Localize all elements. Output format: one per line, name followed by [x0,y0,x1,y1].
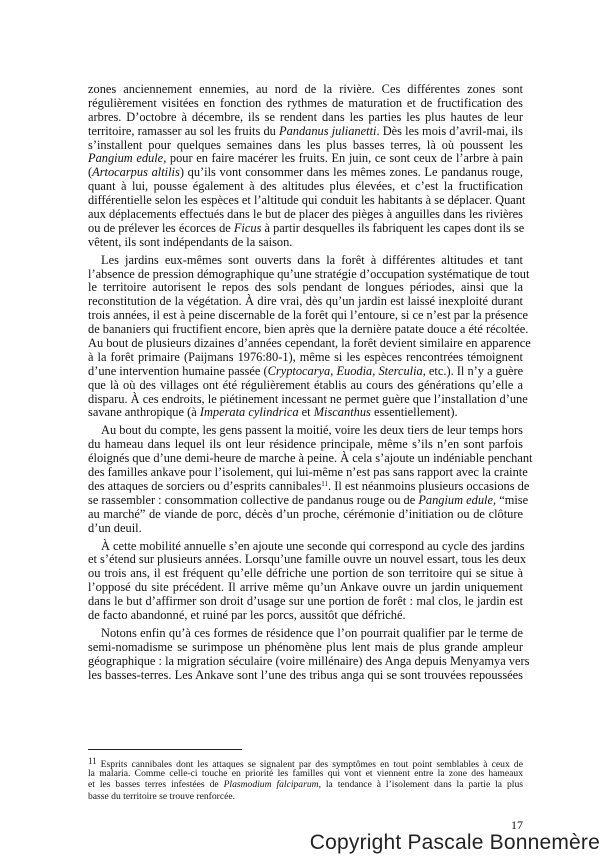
text-segment: l’absence de pression démographique qu’une stratégie d’occupation systématique de tout [88,266,530,281]
text-line [88,336,531,351]
paragraph [88,82,526,250]
text-segment: au marché” de viande de porc, décès d’un proche, cérémonie d’initiation ou de clôture [88,506,523,521]
text-line [88,465,528,480]
italic-text: Artocarpus altilis [92,165,180,180]
paragraph [88,625,530,683]
text-segment: , pour en faire macérer les fruits. En juin, ce sont ceux de l’arbre à pain [163,151,524,166]
text-segment: quant à lui, pousse également à des altitudes plus élevées, et c’est la fructification [88,179,523,194]
copyright-watermark: Copyright Pascale Bonnemère [309,831,600,854]
text-segment: dans le but d’affirmer son droit d’usage sur une portion de forêt : mal clos, le jardin est [88,594,523,609]
text-segment: des attaques de sorciers ou d’esprits cannibales [88,478,322,493]
text-line [88,152,523,166]
text-line [88,379,523,393]
text-segment: savane anthropique (à [88,405,200,420]
text-line [88,125,523,139]
text-line [88,567,523,581]
italic-text: Miscanthus [313,405,371,420]
text-segment: que là où des villages ont été régulièrement établis au cours des générations qu’elle a [88,377,523,392]
text-segment: ( [88,165,93,180]
text-line [88,322,529,337]
text-line [88,609,523,623]
text-segment: , “mise [493,492,529,507]
paragraph [88,538,527,623]
text-segment: , la tendance à l’isolement dans la partie la plus [318,779,523,791]
text-segment: géographique : la migration séculaire (voire millénaire) des Anga depuis Menyamya vers [88,653,530,668]
text-line [88,266,530,282]
body-text [88,82,533,686]
text-line [88,756,523,768]
text-segment: Au bout de plusieurs dizaines d’années cependant, la forêt devient similaire en apparence [88,336,531,351]
text-segment: , etc.). Il n’y a guère [422,363,524,378]
footnote-separator [88,749,242,750]
text-segment: s’installent pour quelques semaines dans les plus basses terres, là où poussent les [88,137,523,152]
text-segment: éloignés que d’une demi-heure de marche à peine. À cela s’ajoute un indéniable penchant [88,451,533,466]
text-line [88,308,529,323]
text-line [88,166,523,180]
text-segment: aux déplacements effectués dans le but de placer des pièges à anguilles dans les rivières [88,207,523,222]
paragraph [88,423,533,535]
italic-text: Pandanus julianetti [279,123,377,138]
text-line [88,492,529,508]
page-number: 17 [511,818,523,832]
text-segment: Esprits cannibales dont les attaques se signalent par des symptômes en tout point semblables à ceux de [100,759,523,770]
text-segment: le territoire autorisent le repos des sols pendant de longues périodes, ainsi que la [88,280,523,295]
text-line [88,540,523,554]
text-segment: d’un deuil. [88,520,142,535]
text-segment: la malaria. Comme celle-ci touche en priorité les familles qui vont et viennent entre la zone des hameaux [88,767,523,779]
text-segment: territoire, ramasser au sol les fruits du [88,123,279,138]
text-segment: à la forêt primaire (Paijmans 1976:80-1), même si les espèces rencontrées témoignent [88,349,523,364]
text-line [88,581,523,595]
text-line [88,365,523,379]
text-line [88,478,530,494]
text-segment: à partir desquelles ils fabriquent les capes dont ils se [261,220,525,235]
text-segment: ou trois ans, il est fréquent qu’elle défriche une portion de son territoire qui se situe à [88,566,523,581]
text-segment: ) qu’ils vont consommer dans les mêmes zones. Le pandanus rouge, [179,165,523,180]
text-segment: À cette mobilité annuelle s’en ajoute une seconde qui correspond au cycle des jardins [101,538,525,553]
italic-text: Pangium edule [88,151,164,166]
text-segment: disparu. À ces endroits, le piétinement incessant ne permet guère que l’installation d’une [88,391,528,406]
italic-text: Plasmodium falciparum [223,779,319,791]
text-segment: reconstitution de la végétation. À dire vrai, dès qu’un jardin est laissé inexploité durant [88,294,523,309]
text-segment: , [330,363,337,378]
text-segment: Notons enfin qu’à ces formes de résidence que l’on pourrait qualifier par le terme de [101,625,523,640]
text-segment: l’opposé du site précédent. Il arrive même qu’un Ankave ouvre un jardin uniquement [88,580,523,595]
text-line [88,97,523,111]
text-segment: d’une intervention humaine passée ( [88,363,268,378]
text-line [88,254,523,268]
text-line [88,653,530,669]
text-line [88,111,523,125]
italic-text: Euodia [336,363,373,378]
text-segment: différentielle selon les espèces et l’altitude qui conduit les habitants à se déplacer. Quant [88,193,526,208]
text-line [88,768,523,780]
text-line [88,222,523,236]
text-line [88,508,523,522]
italic-text: Sterculia [378,363,423,378]
text-line [88,779,523,791]
text-segment: semi-nomadisme se surimpose un phénomène plus lent mais de plus grande ampleur [88,639,523,654]
text-segment: se rassembler : consommation collective de pandanus rouge ou de [88,492,419,507]
text-line [88,351,523,365]
text-segment: basse du territoire se trouve renforcée. [88,790,236,802]
text-line [88,180,523,194]
italic-text: Imperata cylindrica [199,405,299,420]
text-line [88,669,523,683]
text-segment: . Dès les mois d’avril-mai, ils [376,123,523,138]
text-segment: et [298,405,314,420]
text-line [88,391,528,407]
text-segment: trois années, il est à peine discernable de la forêt qui l’entoure, si ce n’est par la présence [88,308,529,323]
text-line [88,552,527,567]
italic-text: Cryptocarya [267,363,331,378]
text-segment: Au bout du compte, les gens passent la moitié, voire les deux tiers de leur temps hors [101,423,523,438]
text-segment: des familles ankave pour l’isolement, qui lui-même n’est pas sans rapport avec la crainte [88,465,528,480]
text-segment: . Il est néanmoins plusieurs occasions de [328,478,530,493]
italic-text: Ficus [233,220,262,235]
text-line [88,438,523,452]
text-segment: zones anciennement ennemies, au nord de la rivière. Ces différentes zones sont [88,82,523,96]
text-line [88,139,523,153]
text-line [88,791,523,803]
text-line [88,522,523,536]
text-segment: arbres. D’octobre à décembre, ils se rendent dans les parties les plus hautes de leur [88,109,523,124]
text-segment: les basses-terres. Les Ankave sont l’une des tribus anga qui se sont trouvées repoussées [88,667,523,682]
paragraph [88,252,531,421]
text-segment: essentiellement). [370,405,458,420]
footnote [88,756,523,802]
text-line [88,424,523,438]
text-segment: , [372,363,379,378]
text-line [88,193,526,208]
text-line [88,451,533,466]
text-segment: de bananiers qui fructifient encore, bien après que la dernière patate douce a été récoltée. [88,322,529,337]
text-segment: ou de prélever les écorces de [88,220,234,235]
text-segment: Les jardins eux-mêmes sont ouverts dans la forêt à différentes altitudes et tant [101,252,523,267]
text-segment: du hameau dans lequel ils ont leur résidence principale, même s’ils n’en sont parfois [88,437,523,452]
text-line [88,236,523,250]
text-segment: et s’étend sur plusieurs années. Lorsqu’une famille ouvre un nouvel essart, tous les deux [88,552,527,567]
text-segment: régulièrement visitées en fonction des rythmes de maturation et de fructification des [88,95,523,110]
text-line [88,595,523,609]
footnote-number: 11 [88,756,97,766]
footnote-reference: 11 [321,479,329,488]
text-segment: de facto abandonné, et ruiné par les porcs, aussitôt que défriché. [88,607,406,622]
text-segment: vêtent, ils sont indépendants de la saison. [88,234,293,249]
text-line [88,641,523,655]
text-segment: et les basses terres infestées de [88,779,224,791]
text-line [88,406,523,420]
text-line [88,295,523,309]
text-line [88,627,523,641]
text-line [88,83,523,97]
text-line [88,208,523,222]
italic-text: Pangium edule [418,492,493,507]
text-line [88,281,523,295]
